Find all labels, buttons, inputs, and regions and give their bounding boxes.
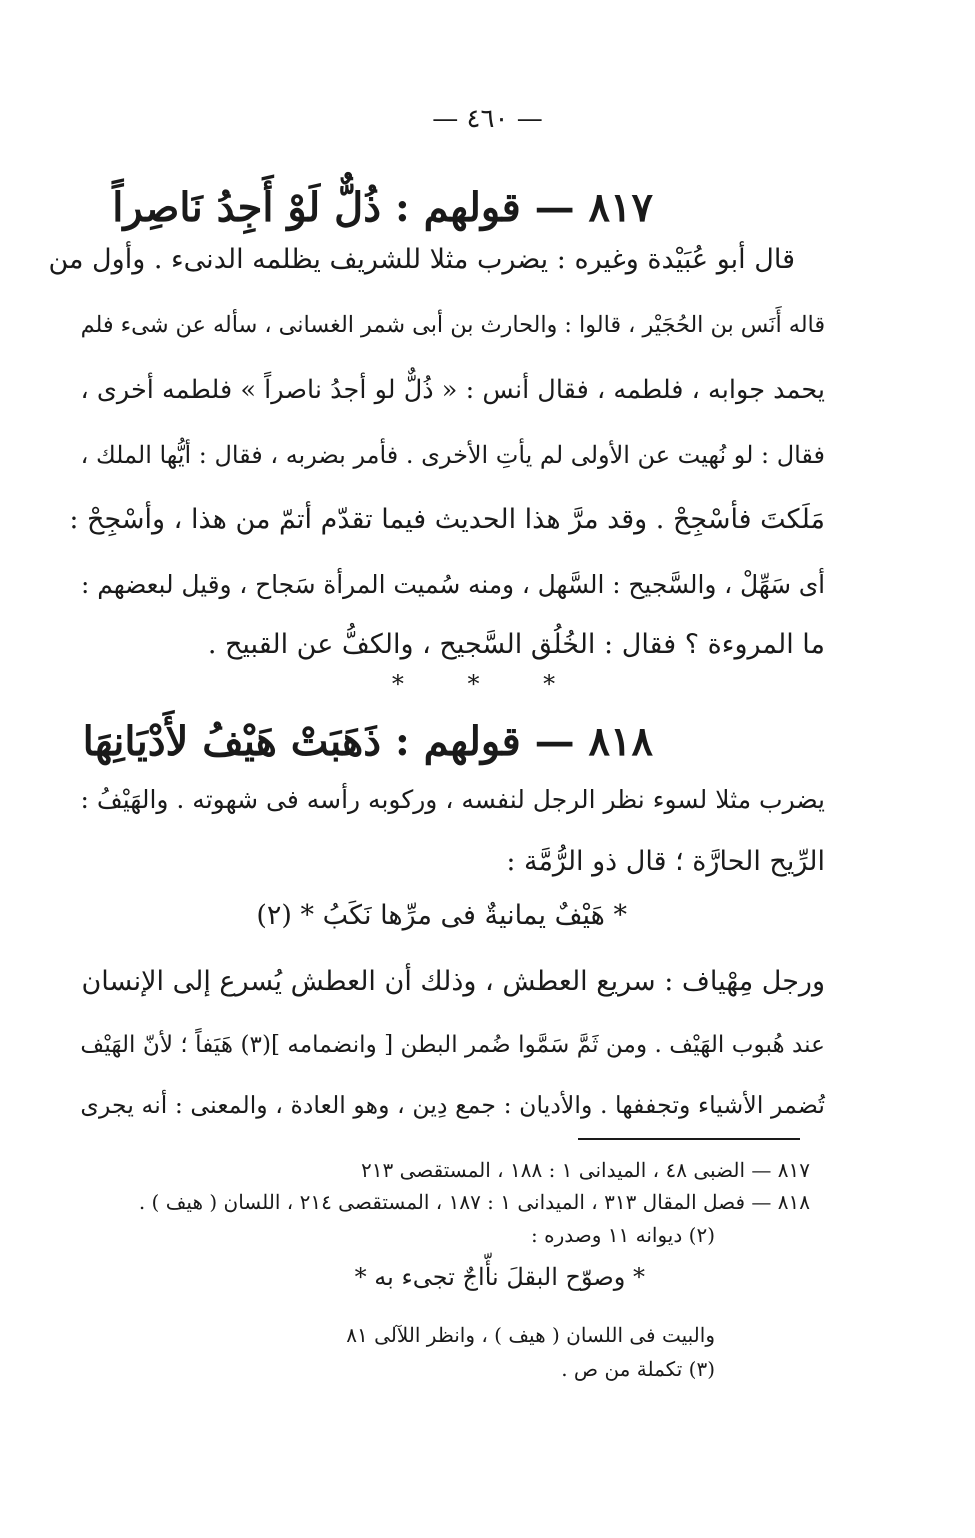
entry-818-line-3: ورجل مِهْياف : سريع العطش ، وذلك أن العطش يُسرع إلى الإنسان xyxy=(81,966,825,997)
footnote-2-verse: * وصوّح البقلَ نأّاجٌ تجىء به * xyxy=(354,1263,645,1291)
verse-line: * هَيْفٌ يمانيةٌ فى مرِّها نَكَبُ * (٢) xyxy=(256,900,627,931)
page-number: — ٤٦٠ — xyxy=(432,104,543,134)
footnote-2: (٢) ديوانه ١١ وصدره : xyxy=(531,1223,715,1247)
entry-818-line-2: الرِّيح الحارَّة ؛ قال ذو الرُّمَّة : xyxy=(506,846,825,877)
entry-817-line-5: مَلَكتَ فأسْجِحْ . وقد مرَّ هذا الحديث فيما تقدّم أتمّ من هذا ، وأسْجِحْ : xyxy=(69,504,825,535)
entry-818-line-4: عند هُبوب الهَيْف . ومن ثَمَّ سَمَّوا ضُمر البطن [ وانضمامه ](٣) هَيَفاً ؛ لأنّ الهَيْف xyxy=(80,1032,825,1058)
entry-818-line-5: تُضمر الأشياء وتجففها . والأديان : جمع دِين ، وهو العادة ، والمعنى : أنه يجرى xyxy=(80,1091,825,1119)
entry-818-line-1: يضرب مثلا لسوء نظر الرجل لنفسه ، وركوبه رأسه فى شهوته . والهَيْفُ : xyxy=(80,785,825,814)
entry-818-heading: ٨١٨ — قولهم : ذَهَبَتْ هَيْفُ لأَدْيَانِهَا xyxy=(82,718,653,765)
entry-817-line-7: ما المروءة ؟ فقال : الخُلُق السَّجيح ، والكفُّ عن القبيح . xyxy=(207,629,825,660)
footnote-3: (٣) تكملة من ص . xyxy=(561,1357,715,1381)
footnote-2-reference: والبيت فى اللسان ( هيف ) ، وانظر اللآلى ٨١ xyxy=(346,1323,715,1347)
footnote-817: ٨١٧ — الضبى ٤٨ ، الميدانى ١ : ١٨٨ ، المستقصى ٢١٣ xyxy=(361,1158,810,1182)
entry-817-line-3: يحمد جوابه ، فلطمه ، فقال أنس : « ذُلٌّ لو أجدُ ناصراً » فلطمه أخرى ، xyxy=(80,375,825,405)
entry-817-line-2: قاله أَنَس بن الحُجَيْر ، قالوا : والحارث بن أبى شمر الغسانى ، سأله عن شىء فلم xyxy=(80,312,825,338)
entry-817-line-4: فقال : لو نُهيت عن الأولى لم يأتِ الأخرى . فأمر بضربه ، فقال : أيُّها الملك ، xyxy=(80,441,825,469)
footnote-818: ٨١٨ — فصل المقال ٣١٣ ، الميدانى ١ : ١٨٧ ، المستقصى ٢١٤ ، اللسان ( هيف ) . xyxy=(138,1190,810,1214)
entry-817-line-1: قال أبو عُبَيْدة وغيره : يضرب مثلا للشريف يظلمه الدنىء . وأول من xyxy=(48,244,795,275)
entry-817-line-6: أى سَهِّلْ ، والسَّجيح : السَّهل ، ومنه سُميت المرأة سَجاح ، وقيل لبعضهم : xyxy=(81,570,825,599)
entry-817-heading: ٨١٧ — قولهم : ذُلٌّ لَوْ أَجِدُ نَاصِراً xyxy=(112,184,653,231)
section-separator: * * * xyxy=(391,670,584,698)
footnote-divider xyxy=(578,1138,800,1140)
